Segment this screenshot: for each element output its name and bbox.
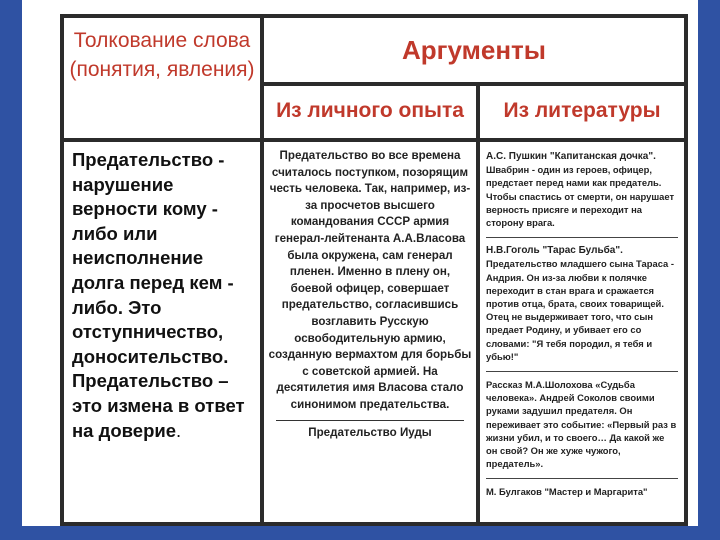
sholokhov-text: Рассказ М.А.Шолохова «Судьба человека». Андрей Соколов своими руками задушил предателя. Он переживает это событие: «Первый раз в жизни убил, и то своего… Да какой же он свой? Он же хуже чужого, предатель». <box>486 379 677 470</box>
literature-divider-2 <box>486 371 678 372</box>
literature-divider-3 <box>486 478 678 479</box>
definition-tail: . <box>176 419 182 441</box>
personal-experience-cell <box>264 142 476 522</box>
left-frame-bar <box>0 0 22 540</box>
term-header <box>64 18 260 138</box>
literature-block-gogol <box>486 244 678 367</box>
literature-divider-1 <box>486 237 678 238</box>
arguments-table <box>60 14 688 526</box>
literature-block-sholokhov <box>486 378 678 474</box>
bulgakov-text: М. Булгаков "Мастер и Маргарита" <box>486 486 648 498</box>
pushkin-text: Швабрин - один из героев, офицер, предстает перед нами как предатель. Чтобы спастись от смерти, он нарушает верность присяге и переходит на сторону врага. <box>486 164 675 229</box>
literature-block-bulgakov <box>486 485 678 502</box>
literature-header-text: Из литературы <box>503 99 661 122</box>
gogol-title: Н.В.Гоголь "Тарас Бульба". <box>486 245 623 257</box>
personal-divider <box>276 420 464 421</box>
right-frame-bar <box>698 0 720 540</box>
personal-extra: Предательство Иуды <box>308 425 432 439</box>
personal-header-text: Из личного опыта <box>276 99 464 122</box>
personal-experience-header <box>264 86 476 138</box>
term-header-text: Толкование слова (понятия, явления) <box>69 29 255 81</box>
literature-cell <box>480 142 684 522</box>
bottom-frame-bar <box>22 526 698 540</box>
arguments-header <box>264 18 684 82</box>
personal-text: Предательство во все времена считалось поступком, позорящим честь человека. Так, например, из-за просчетов высшего командования СССР армия генерал-лейтенанта А.А.Власова была окружена, сам генерал пленен. Именно в плену он, боевой офицер, совершает предательство, согласившись возглавить Русскую освободительную армию, созданную вермахтом для борьбы с советской армией. На десятилетия имя Власова стало синонимом предательства. <box>268 149 472 411</box>
gogol-text: Предательство младшего сына Тараса - Андрия. Он из-за любви к полячке переходит в стан врага и сражается против отца, брата, своих товарищей. Отец не выдерживает того, что сын предает Родину, и убивает его со словами: "Я тебя породил, я тебя и убью!" <box>486 258 674 362</box>
definition-text: Предательство - нарушение верности кому - либо или неисполнение долга перед кем - либо. Это отступничество, доносительство. Предательство – это измена в ответ на доверие <box>72 149 245 441</box>
arguments-header-text: Аргументы <box>402 35 546 65</box>
literature-block-pushkin <box>486 150 678 233</box>
literature-header <box>480 86 684 138</box>
definition-cell <box>64 142 260 522</box>
pushkin-title: А.С. Пушкин "Капитанская дочка". <box>486 151 656 162</box>
